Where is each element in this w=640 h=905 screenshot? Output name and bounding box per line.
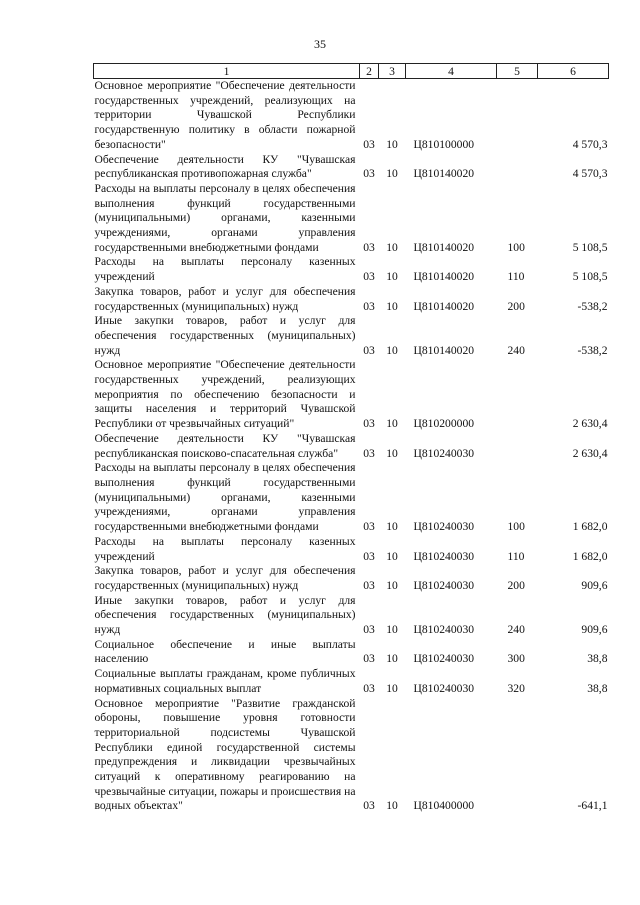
row-expense-type-cell: 100 [507, 520, 525, 534]
header-col-6: 6 [538, 64, 609, 79]
row-subsection-cell: 10 [386, 270, 398, 284]
row-expense-type-cell: 320 [507, 681, 525, 695]
table-row [94, 153, 609, 182]
row-expense-type-cell [497, 79, 538, 153]
row-name-cell: Основное мероприятие "Развитие гражданской обороны, повышение уровня готовности территориальной подсистемы Чувашской Республики единой государственной системы предупреждения и ликвидации чрезвычайных ситуаций к оперативному реагированию на чрезвычайные ситуации, пожары и происшествия на водных объектах" [94, 696, 356, 813]
row-amount-cell: 38,8 [587, 652, 608, 666]
row-name-cell: Закупка товаров, работ и услуг для обеспечения государственных (муниципальных) нужд [94, 564, 356, 592]
row-name-cell: Социальные выплаты гражданам, кроме публичных нормативных социальных выплат [94, 667, 356, 695]
header-col-3: 3 [379, 64, 406, 79]
row-target-article-cell: Ц810140020 [413, 343, 475, 357]
row-name-cell: Закупка товаров, работ и услуг для обеспечения государственных (муниципальных) нужд [94, 284, 356, 313]
table-row [94, 255, 609, 284]
row-subsection-cell: 10 [386, 578, 398, 592]
table-row [94, 285, 609, 314]
row-name-cell: Основное мероприятие "Обеспечение деятельности государственных учреждений, реализующих мероприятия по обеспечению безопасности и защиты населения и территорий Чувашской Республики от чрезвычайных ситуаций" [94, 358, 356, 431]
row-target-article-cell: Ц810140020 [413, 299, 475, 313]
table-row [94, 432, 609, 461]
table-row [94, 358, 609, 432]
row-section-cell: 03 [363, 240, 375, 254]
row-subsection-cell: 10 [386, 520, 398, 534]
row-amount-cell: -538,2 [577, 343, 608, 357]
row-section-cell: 03 [363, 549, 375, 563]
row-subsection-cell: 10 [386, 137, 398, 151]
row-name-cell: Иные закупки товаров, работ и услуг для обеспечения государственных (муниципальных) нужд [94, 593, 356, 637]
row-amount-cell: 4 570,3 [572, 167, 608, 181]
row-expense-type-cell [497, 432, 538, 461]
table-row [94, 79, 609, 153]
row-section-cell: 03 [363, 623, 375, 637]
row-target-article-cell: Ц810240030 [413, 549, 475, 563]
row-subsection-cell: 10 [386, 417, 398, 431]
row-name-cell: Расходы на выплаты персоналу казенных учреждений [94, 534, 356, 563]
table-body [94, 79, 609, 815]
row-subsection-cell: 10 [386, 652, 398, 666]
row-amount-cell: 909,6 [581, 623, 608, 637]
row-expense-type-cell: 240 [507, 623, 525, 637]
table-row [94, 314, 609, 358]
row-target-article-cell: Ц810140020 [413, 270, 475, 284]
row-section-cell: 03 [363, 578, 375, 592]
row-expense-type-cell: 100 [507, 240, 525, 254]
row-subsection-cell: 10 [386, 623, 398, 637]
row-subsection-cell: 10 [386, 240, 398, 254]
budget-table [93, 63, 609, 814]
row-section-cell: 03 [363, 799, 375, 813]
row-target-article-cell: Ц810240030 [413, 652, 475, 666]
table-row [94, 667, 609, 696]
row-subsection-cell: 10 [386, 799, 398, 813]
row-amount-cell: 2 630,4 [572, 417, 608, 431]
row-expense-type-cell: 240 [507, 343, 525, 357]
table-row [94, 594, 609, 638]
header-col-4: 4 [406, 64, 497, 79]
row-target-article-cell: Ц810240030 [413, 623, 475, 637]
row-section-cell: 03 [363, 520, 375, 534]
row-section-cell: 03 [363, 446, 375, 460]
row-name-cell: Обеспечение деятельности КУ "Чувашская республиканская поисково-спасательная служба" [94, 431, 356, 460]
table-row [94, 535, 609, 564]
header-col-1: 1 [94, 64, 360, 79]
header-col-2: 2 [360, 64, 379, 79]
row-expense-type-cell: 110 [507, 549, 525, 563]
row-subsection-cell: 10 [386, 446, 398, 460]
row-amount-cell: 909,6 [581, 578, 608, 592]
row-subsection-cell: 10 [386, 681, 398, 695]
row-section-cell: 03 [363, 417, 375, 431]
row-expense-type-cell [497, 153, 538, 182]
row-target-article-cell: Ц810140020 [413, 167, 475, 181]
row-target-article-cell: Ц810400000 [413, 799, 475, 813]
row-name-cell: Расходы на выплаты персоналу в целях обеспечения выполнения функций государственными (муниципальными) органами, казенными учреждениями, органами управления государственными внебюджетными фондами [94, 461, 356, 534]
row-section-cell: 03 [363, 652, 375, 666]
table-row [94, 638, 609, 667]
row-target-article-cell: Ц810100000 [413, 137, 475, 151]
row-section-cell: 03 [363, 137, 375, 151]
row-section-cell: 03 [363, 343, 375, 357]
row-name-cell: Расходы на выплаты персоналу в целях обеспечения выполнения функций государственными (муниципальными) органами, казенными учреждениями, органами управления государственными внебюджетными фондами [94, 181, 356, 254]
row-target-article-cell: Ц810240030 [413, 578, 475, 592]
row-name-cell: Иные закупки товаров, работ и услуг для обеспечения государственных (муниципальных) нужд [94, 314, 356, 357]
row-amount-cell: 5 108,5 [572, 270, 608, 284]
row-expense-type-cell: 110 [507, 270, 525, 284]
row-amount-cell: 38,8 [587, 681, 608, 695]
row-section-cell: 03 [363, 270, 375, 284]
row-section-cell: 03 [363, 299, 375, 313]
row-target-article-cell: Ц810240030 [413, 681, 475, 695]
row-section-cell: 03 [363, 167, 375, 181]
row-expense-type-cell: 200 [507, 299, 525, 313]
table-header [94, 64, 609, 79]
row-amount-cell: 4 570,3 [572, 137, 608, 151]
row-subsection-cell: 10 [386, 299, 398, 313]
row-expense-type-cell [497, 697, 538, 815]
row-name-cell: Обеспечение деятельности КУ "Чувашская республиканская противопожарная служба" [94, 152, 356, 181]
row-amount-cell: 1 682,0 [572, 520, 608, 534]
table-row [94, 461, 609, 535]
header-col-5: 5 [497, 64, 538, 79]
table-row [94, 564, 609, 593]
page-number: 35 [314, 37, 326, 51]
row-target-article-cell: Ц810240030 [413, 520, 475, 534]
row-target-article-cell: Ц810200000 [413, 417, 475, 431]
row-amount-cell: -641,1 [577, 799, 608, 813]
header-row [94, 64, 609, 79]
row-name-cell: Основное мероприятие "Обеспечение деятельности государственных учреждений, реализующих на территории Чувашской Республики государственную политику в области пожарной безопасности" [94, 79, 356, 151]
row-expense-type-cell: 300 [507, 652, 525, 666]
row-amount-cell: -538,2 [577, 299, 608, 313]
table-row [94, 697, 609, 815]
row-expense-type-cell [497, 358, 538, 432]
row-amount-cell: 2 630,4 [572, 446, 608, 460]
row-expense-type-cell: 200 [507, 578, 525, 592]
row-subsection-cell: 10 [386, 549, 398, 563]
row-amount-cell: 1 682,0 [572, 549, 608, 563]
row-target-article-cell: Ц810140020 [413, 240, 475, 254]
row-name-cell: Социальное обеспечение и иные выплаты населению [94, 637, 356, 666]
row-subsection-cell: 10 [386, 167, 398, 181]
row-subsection-cell: 10 [386, 343, 398, 357]
row-section-cell: 03 [363, 681, 375, 695]
row-target-article-cell: Ц810240030 [413, 446, 475, 460]
row-name-cell: Расходы на выплаты персоналу казенных учреждений [94, 255, 356, 284]
table-row [94, 182, 609, 256]
row-amount-cell: 5 108,5 [572, 240, 608, 254]
